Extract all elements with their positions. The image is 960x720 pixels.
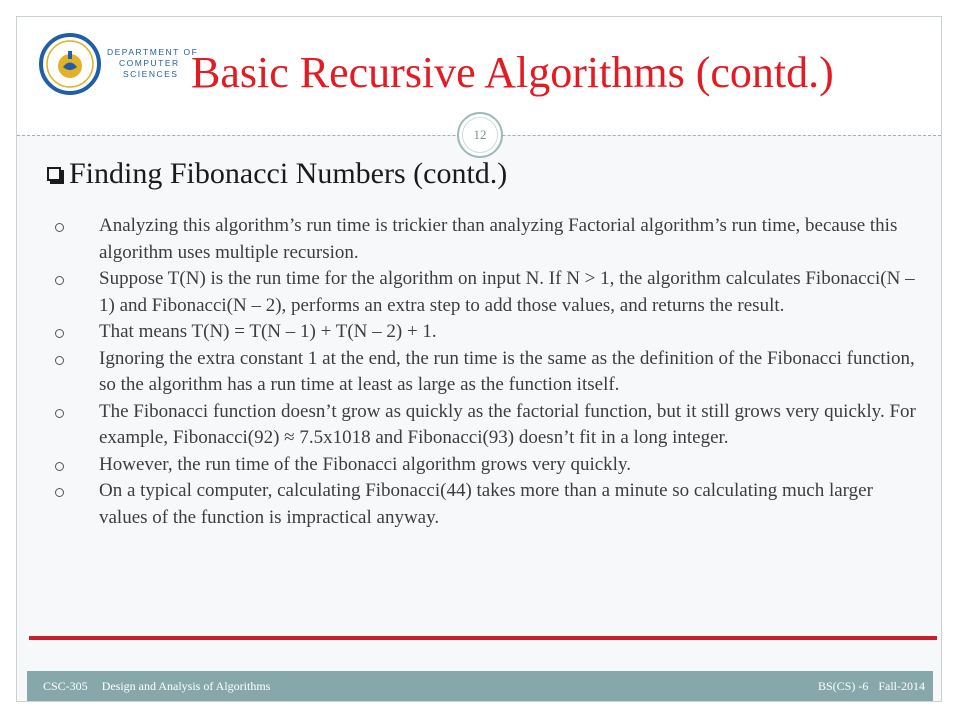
course-code: CSC-305 — [43, 679, 88, 693]
ring-bullet-icon — [55, 276, 64, 285]
footer-left — [43, 679, 270, 694]
ring-bullet-icon — [55, 356, 64, 365]
dept-line1: DEPARTMENT OF — [107, 47, 199, 57]
section-heading-text: Finding Fibonacci Numbers (contd.) — [69, 157, 508, 190]
list-item: Analyzing this algorithm’s run time is trickier than analyzing Factorial algorithm’s run time, because this algorithm uses multiple recursion. — [47, 213, 917, 266]
list-item: The Fibonacci function doesn’t grow as quickly as the factorial function, but it still grows very quickly. For example, Fibonacci(92) ≈ 7.5x1018 and Fibonacci(93) doesn’t fit in a long integer. — [47, 399, 917, 452]
ring-bullet-icon — [55, 409, 64, 418]
dept-line2: COMPUTER — [119, 58, 180, 68]
slide-number: 12 — [473, 127, 487, 142]
slide — [16, 16, 942, 702]
content-bottom-rule — [29, 636, 937, 640]
slide-title: Basic Recursive Algorithms (contd.) — [191, 48, 834, 97]
list-item: Suppose T(N) is the run time for the algorithm on input N. If N > 1, the algorithm calculates Fibonacci(N – 1) and Fibonacci(N – 2), performs an extra step to add those values, and returns the result. — [47, 266, 917, 319]
dept-line3: SCIENCES — [123, 69, 179, 79]
ring-bullet-icon — [55, 462, 64, 471]
term: Fall-2014 — [878, 679, 925, 693]
list-item: However, the run time of the Fibonacci algorithm grows very quickly. — [47, 452, 917, 479]
slide-footer — [27, 671, 933, 701]
university-logo — [39, 33, 199, 95]
ring-bullet-icon — [55, 329, 64, 338]
bullet-list — [47, 213, 917, 531]
slide-number-badge — [457, 112, 503, 158]
ring-bullet-icon — [55, 488, 64, 497]
program: BS(CS) -6 — [817, 679, 869, 693]
square-bullet-icon — [47, 167, 61, 181]
course-name: Design and Analysis of Algorithms — [101, 679, 271, 693]
list-item: On a typical computer, calculating Fibonacci(44) takes more than a minute so calculating much larger values of the function is impractical anyway. — [47, 478, 917, 531]
section-heading — [47, 157, 507, 191]
ring-bullet-icon — [55, 223, 64, 232]
list-item: Ignoring the extra constant 1 at the end, the run time is the same as the definition of the Fibonacci function, so the algorithm has a run time at least as large as the function itself. — [47, 346, 917, 399]
footer-right — [818, 679, 925, 694]
list-item: That means T(N) = T(N – 1) + T(N – 2) + 1. — [47, 319, 917, 346]
